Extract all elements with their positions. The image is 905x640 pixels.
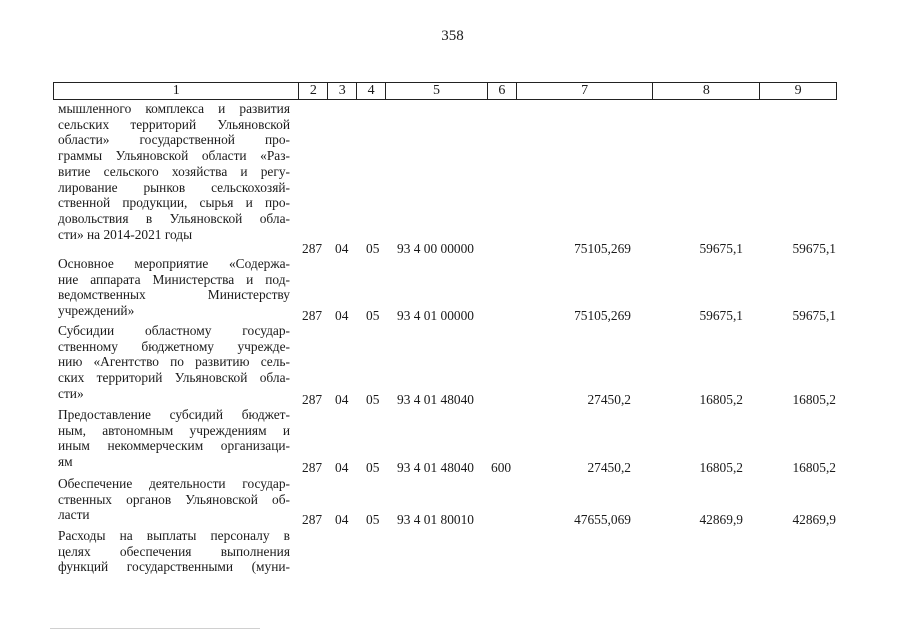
text-line: мышленного комплекса и развития (58, 101, 290, 116)
text-line: иным некоммерческим организаци- (58, 438, 290, 454)
row-name-block (58, 476, 290, 523)
row-name-block (58, 407, 290, 470)
text-line: ным, автономным учреждениям и (58, 422, 290, 438)
text-line: ние аппарата Министерства и под- (58, 271, 290, 287)
column-header-8: 8 (653, 83, 760, 99)
cell-col3: 04 (335, 392, 349, 407)
cell-col5: 93 4 00 00000 (397, 241, 474, 256)
cell-col7: 75105,269 (574, 308, 631, 323)
column-header-5: 5 (386, 83, 488, 99)
text-line: ям (58, 454, 73, 470)
cell-col4: 05 (366, 308, 380, 323)
cell-col9: 59675,1 (792, 241, 836, 256)
cell-col4: 05 (366, 460, 380, 475)
text-line: нию «Агентство по развитию сель- (58, 354, 290, 370)
cell-col9: 42869,9 (792, 512, 836, 527)
cell-col8: 59675,1 (699, 241, 743, 256)
text-line: Расходы на выплаты персоналу в (58, 528, 290, 543)
text-line: функций государственными (муни- (58, 559, 290, 575)
row-name-block (58, 323, 290, 402)
column-header-6: 6 (488, 83, 517, 99)
table-column-header-row (53, 82, 837, 100)
cell-col7: 75105,269 (574, 241, 631, 256)
cell-col7: 27450,2 (587, 392, 631, 407)
text-line: Основное мероприятие «Содержа- (58, 256, 290, 271)
text-line: Субсидии областному государ- (58, 323, 290, 338)
text-line: учреждений» (58, 303, 135, 319)
cell-col4: 05 (366, 392, 380, 407)
column-header-2: 2 (299, 83, 328, 99)
cell-col4: 05 (366, 512, 380, 527)
column-header-1: 1 (54, 83, 299, 99)
cell-col5: 93 4 01 80010 (397, 512, 474, 527)
page-number: 358 (441, 28, 464, 44)
cell-col5: 93 4 01 00000 (397, 308, 474, 323)
text-line: граммы Ульяновской области «Раз- (58, 148, 290, 164)
text-line: Обеспечение деятельности государ- (58, 476, 290, 491)
text-line: сти» (58, 385, 84, 401)
text-line: витие сельского хозяйства и регу- (58, 163, 290, 179)
text-line: ственной продукции, сырья и про- (58, 195, 290, 211)
cell-col8: 16805,2 (699, 460, 743, 475)
text-line: ственных органов Ульяновской об- (58, 491, 290, 507)
text-line: целях обеспечения выполнения (58, 543, 290, 559)
row-name-block (58, 528, 290, 575)
text-line: ведомственных Министерству (58, 287, 290, 303)
cell-col2: 287 (302, 460, 323, 475)
cell-col5: 93 4 01 48040 (397, 392, 474, 407)
cell-col8: 42869,9 (699, 512, 743, 527)
cell-col3: 04 (335, 241, 349, 256)
cell-col2: 287 (302, 241, 323, 256)
text-line: ских территорий Ульяновской обла- (58, 370, 290, 386)
cell-col5: 93 4 01 48040 (397, 460, 474, 475)
scan-artifact (50, 628, 260, 629)
cell-col8: 59675,1 (699, 308, 743, 323)
cell-col2: 287 (302, 512, 323, 527)
cell-col3: 04 (335, 308, 349, 323)
leading-text-block (58, 101, 290, 242)
column-header-4: 4 (357, 83, 386, 99)
cell-col3: 04 (335, 460, 349, 475)
cell-col3: 04 (335, 512, 349, 527)
text-line: ласти (58, 507, 90, 523)
text-line: сельских территорий Ульяновской (58, 116, 290, 132)
cell-col7: 27450,2 (587, 460, 631, 475)
text-line: сти» на 2014-2021 годы (58, 226, 193, 242)
cell-col7: 47655,069 (574, 512, 631, 527)
column-header-7: 7 (517, 83, 654, 99)
cell-col2: 287 (302, 308, 323, 323)
text-line: ственному бюджетному учрежде- (58, 338, 290, 354)
row-name-block (58, 256, 290, 319)
text-line: лирование рынков сельскохозяй- (58, 179, 290, 195)
cell-col2: 287 (302, 392, 323, 407)
column-header-9: 9 (794, 83, 802, 98)
cell-col9: 16805,2 (792, 392, 836, 407)
column-header-3: 3 (328, 83, 357, 99)
cell-col6: 600 (491, 460, 512, 475)
text-line: довольствия в Ульяновской обла- (58, 210, 290, 226)
cell-col9: 16805,2 (792, 460, 836, 475)
cell-col9: 59675,1 (792, 308, 836, 323)
cell-col8: 16805,2 (699, 392, 743, 407)
text-line: Предоставление субсидий бюджет- (58, 407, 290, 422)
cell-col4: 05 (366, 241, 380, 256)
text-line: области» государственной про- (58, 132, 290, 148)
